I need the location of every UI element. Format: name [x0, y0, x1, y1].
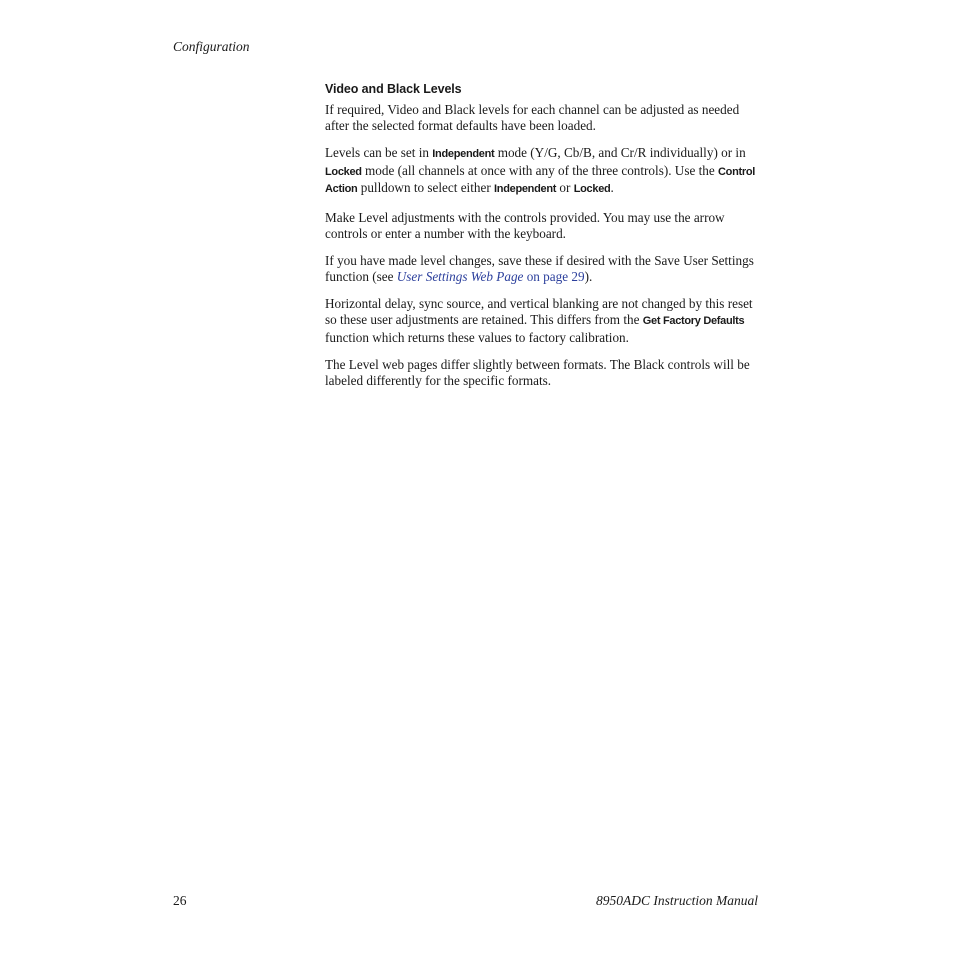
- running-head: Configuration: [173, 39, 250, 54]
- paragraph-intro: If required, Video and Black levels for each channel can be adjusted as needed after the selected format defaults have been loaded.: [325, 102, 740, 133]
- text-run: function which returns these values to factory calibration.: [325, 329, 629, 345]
- ui-term-independent: Independent: [494, 183, 557, 196]
- text-run: mode (all channels at once with any of the three controls). Use the: [361, 162, 719, 178]
- ui-term-independent: Independent: [432, 148, 495, 161]
- text-run: Horizontal delay, sync source, and vertical blanking are not changed by this reset so these user adjustments are retained. This differs from the: [325, 296, 753, 327]
- ui-term-control-action: Control Action: [325, 165, 756, 196]
- paragraph-save-settings: [325, 253, 765, 284]
- document-title: 8950ADC Instruction Manual: [596, 893, 758, 908]
- cross-reference-link[interactable]: [397, 269, 585, 284]
- text-run: Levels can be set in: [325, 145, 433, 161]
- paragraph-adjustments: Make Level adjustments with the controls provided. You may use the arrow controls or enter a number with the keyboard.: [325, 209, 725, 241]
- page-number: 26: [173, 893, 187, 908]
- paragraph-modes: [325, 145, 765, 198]
- text-run: If you have made level changes, save these if desired with the Save User Settings function (see: [325, 253, 754, 284]
- ui-term-locked: Locked: [573, 183, 611, 196]
- section-heading: Video and Black Levels: [325, 82, 462, 96]
- ui-term-locked: Locked: [325, 165, 362, 178]
- ui-term-get-factory-defaults: Get Factory Defaults: [642, 314, 745, 327]
- link-title: User Settings Web Page: [396, 268, 524, 284]
- text-run: .: [610, 180, 614, 196]
- text-run: pulldown to select either: [357, 180, 495, 196]
- text-run: ).: [584, 268, 593, 284]
- main-content: [325, 82, 765, 400]
- paragraph-formats: The Level web pages differ slightly between formats. The Black controls will be labeled differently for the specific formats.: [325, 357, 750, 388]
- link-page: on page 29: [523, 268, 585, 284]
- text-run: or: [556, 180, 574, 196]
- text-run: mode (Y/G, Cb/B, and Cr/R individually) or in: [494, 145, 746, 161]
- paragraph-reset: [325, 296, 765, 345]
